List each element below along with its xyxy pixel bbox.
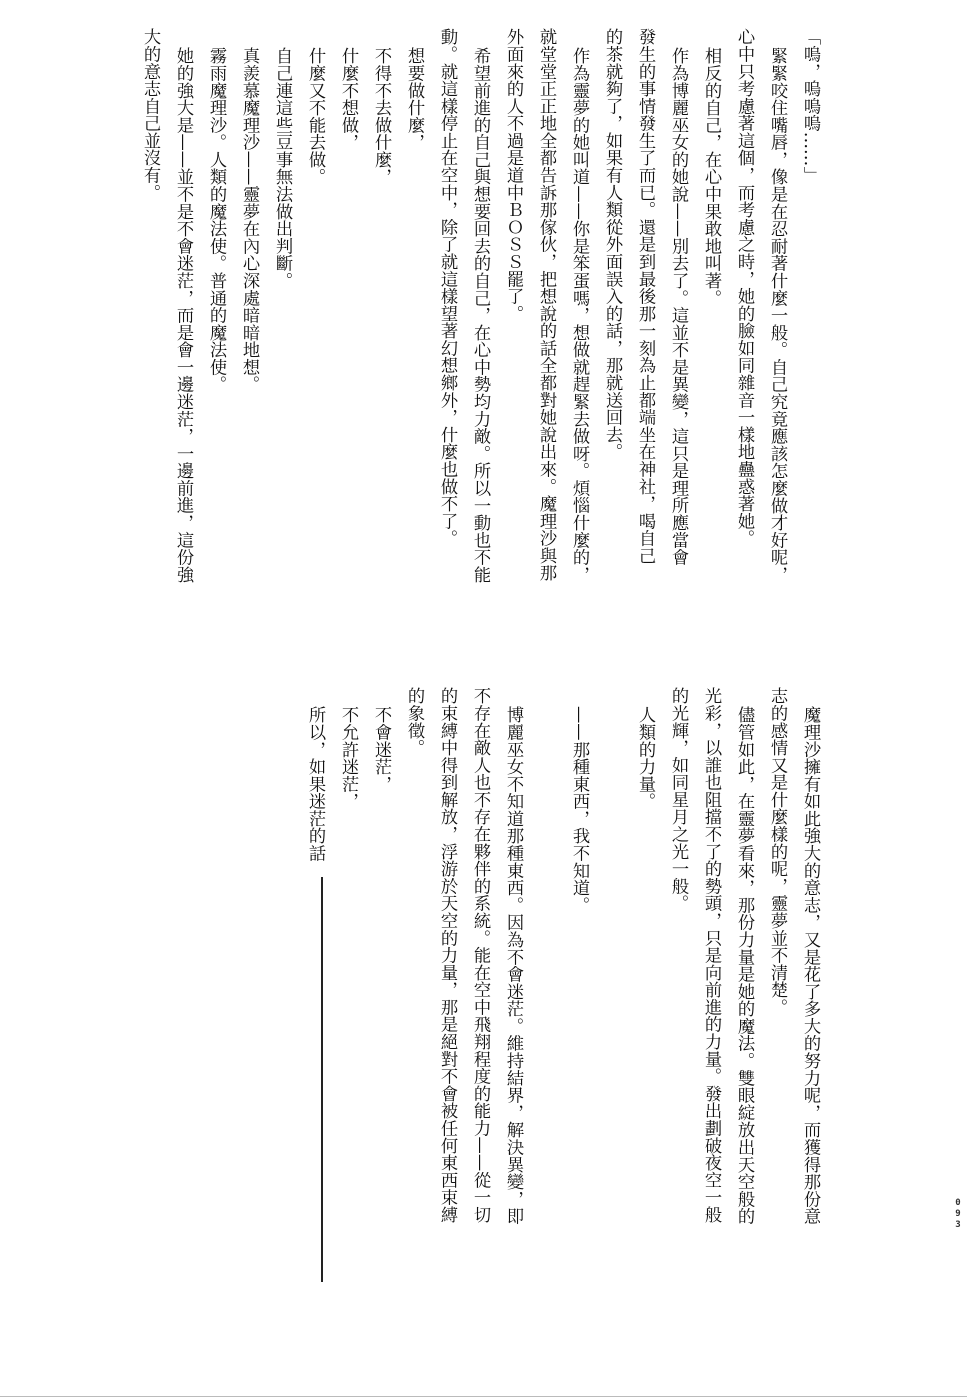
- text-column: 想要做什麼，: [404, 47, 424, 151]
- text-column: 的茶就夠了，如果有人類從外面誤入的話，那就送回去。: [602, 28, 622, 461]
- text-column: 什麼不想做，: [338, 47, 358, 151]
- text-column: 的束縛中得到解放，浮游於天空的力量，那是絕對不會被任何東西束縛: [437, 687, 457, 1223]
- text-column: 所以，如果迷茫的話: [305, 706, 325, 862]
- text-column: 的光輝，如同星月之光一般。: [668, 687, 688, 912]
- page-edge-divider: [0, 1396, 967, 1397]
- text-column: 的象徵。: [404, 687, 424, 757]
- text-column: 動。就這樣停止在空中，除了就這樣望著幻想鄉外，什麼也做不了。: [437, 28, 457, 547]
- text-column: 心中只考慮著這個，而考慮之時，她的臉如同雜音一樣地蠱惑著她。: [734, 28, 754, 547]
- text-column: 魔理沙擁有如此強大的意志，又是花了多大的努力呢，而獲得那份意: [800, 706, 820, 1225]
- page-number: 093: [953, 1198, 963, 1231]
- text-column: 不會迷茫，: [371, 706, 391, 793]
- trailing-dash-rule: [321, 877, 323, 1282]
- text-column: 作為靈夢的她叫道——你是笨蛋嗎，想做就趕緊去做呀。煩惱什麼的，: [569, 47, 589, 583]
- text-column: 就堂堂正正地全都告訴那傢伙，把想說的話全都對她說出來。魔理沙與那: [536, 28, 556, 582]
- text-column: 博麗巫女不知道那種東西。因為不會迷茫。維持結界，解決異變，即: [503, 706, 523, 1225]
- text-column: ——那種東西，我不知道。: [569, 706, 589, 914]
- text-column: 大的意志自己並沒有。: [140, 28, 160, 201]
- text-column: 不存在敵人也不存在夥伴的系統。能在空中飛翔程度的能力——從一切: [470, 687, 490, 1223]
- text-column: 作為博麗巫女的她說——別去了。這並不是異變，這只是理所應當會: [668, 47, 688, 566]
- text-column: 志的感情又是什麼樣的呢，靈夢並不清楚。: [767, 687, 787, 1016]
- text-column: 什麼又不能去做。: [305, 47, 325, 186]
- text-column: 相反的自己，在心中果敢地叫著。: [701, 47, 721, 307]
- text-column: 自己連這些豆事無法做出判斷。: [272, 47, 292, 290]
- text-column: 霧雨魔理沙。人類的魔法使。普通的魔法使。: [206, 47, 226, 393]
- text-column: 真羨慕魔理沙——靈夢在內心深處暗暗地想。: [239, 47, 259, 393]
- text-column: 希望前進的自己與想要回去的自己，在心中勢均力敵。所以一動也不能: [470, 47, 490, 583]
- text-column: 不得不去做什麼，: [371, 47, 391, 186]
- text-column: 她的強大是——並不是不會迷茫，而是會一邊迷茫，一邊前進，這份強: [173, 47, 193, 583]
- text-column: 儘管如此，在靈夢看來，那份力量是她的魔法。雙眼綻放出天空般的: [734, 706, 754, 1225]
- text-column: 緊緊咬住嘴唇，像是在忍耐著什麼一般。自己究竟應該怎麼做才好呢，: [767, 47, 787, 583]
- text-column: 不允許迷茫，: [338, 706, 358, 810]
- text-column: 發生的事情發生了而已。還是到最後那一刻為止都端坐在神社，喝自己: [635, 28, 655, 564]
- text-column: 光彩，以誰也阻擋不了的勢頭，只是向前進的力量。發出劃破夜空一般: [701, 687, 721, 1223]
- text-column: 外面來的人不過是道中ＢＯＳＳ罷了。: [503, 28, 523, 322]
- text-column: 人類的力量。: [635, 706, 655, 810]
- text-column: 「嗚，嗚嗚嗚……」: [800, 28, 820, 184]
